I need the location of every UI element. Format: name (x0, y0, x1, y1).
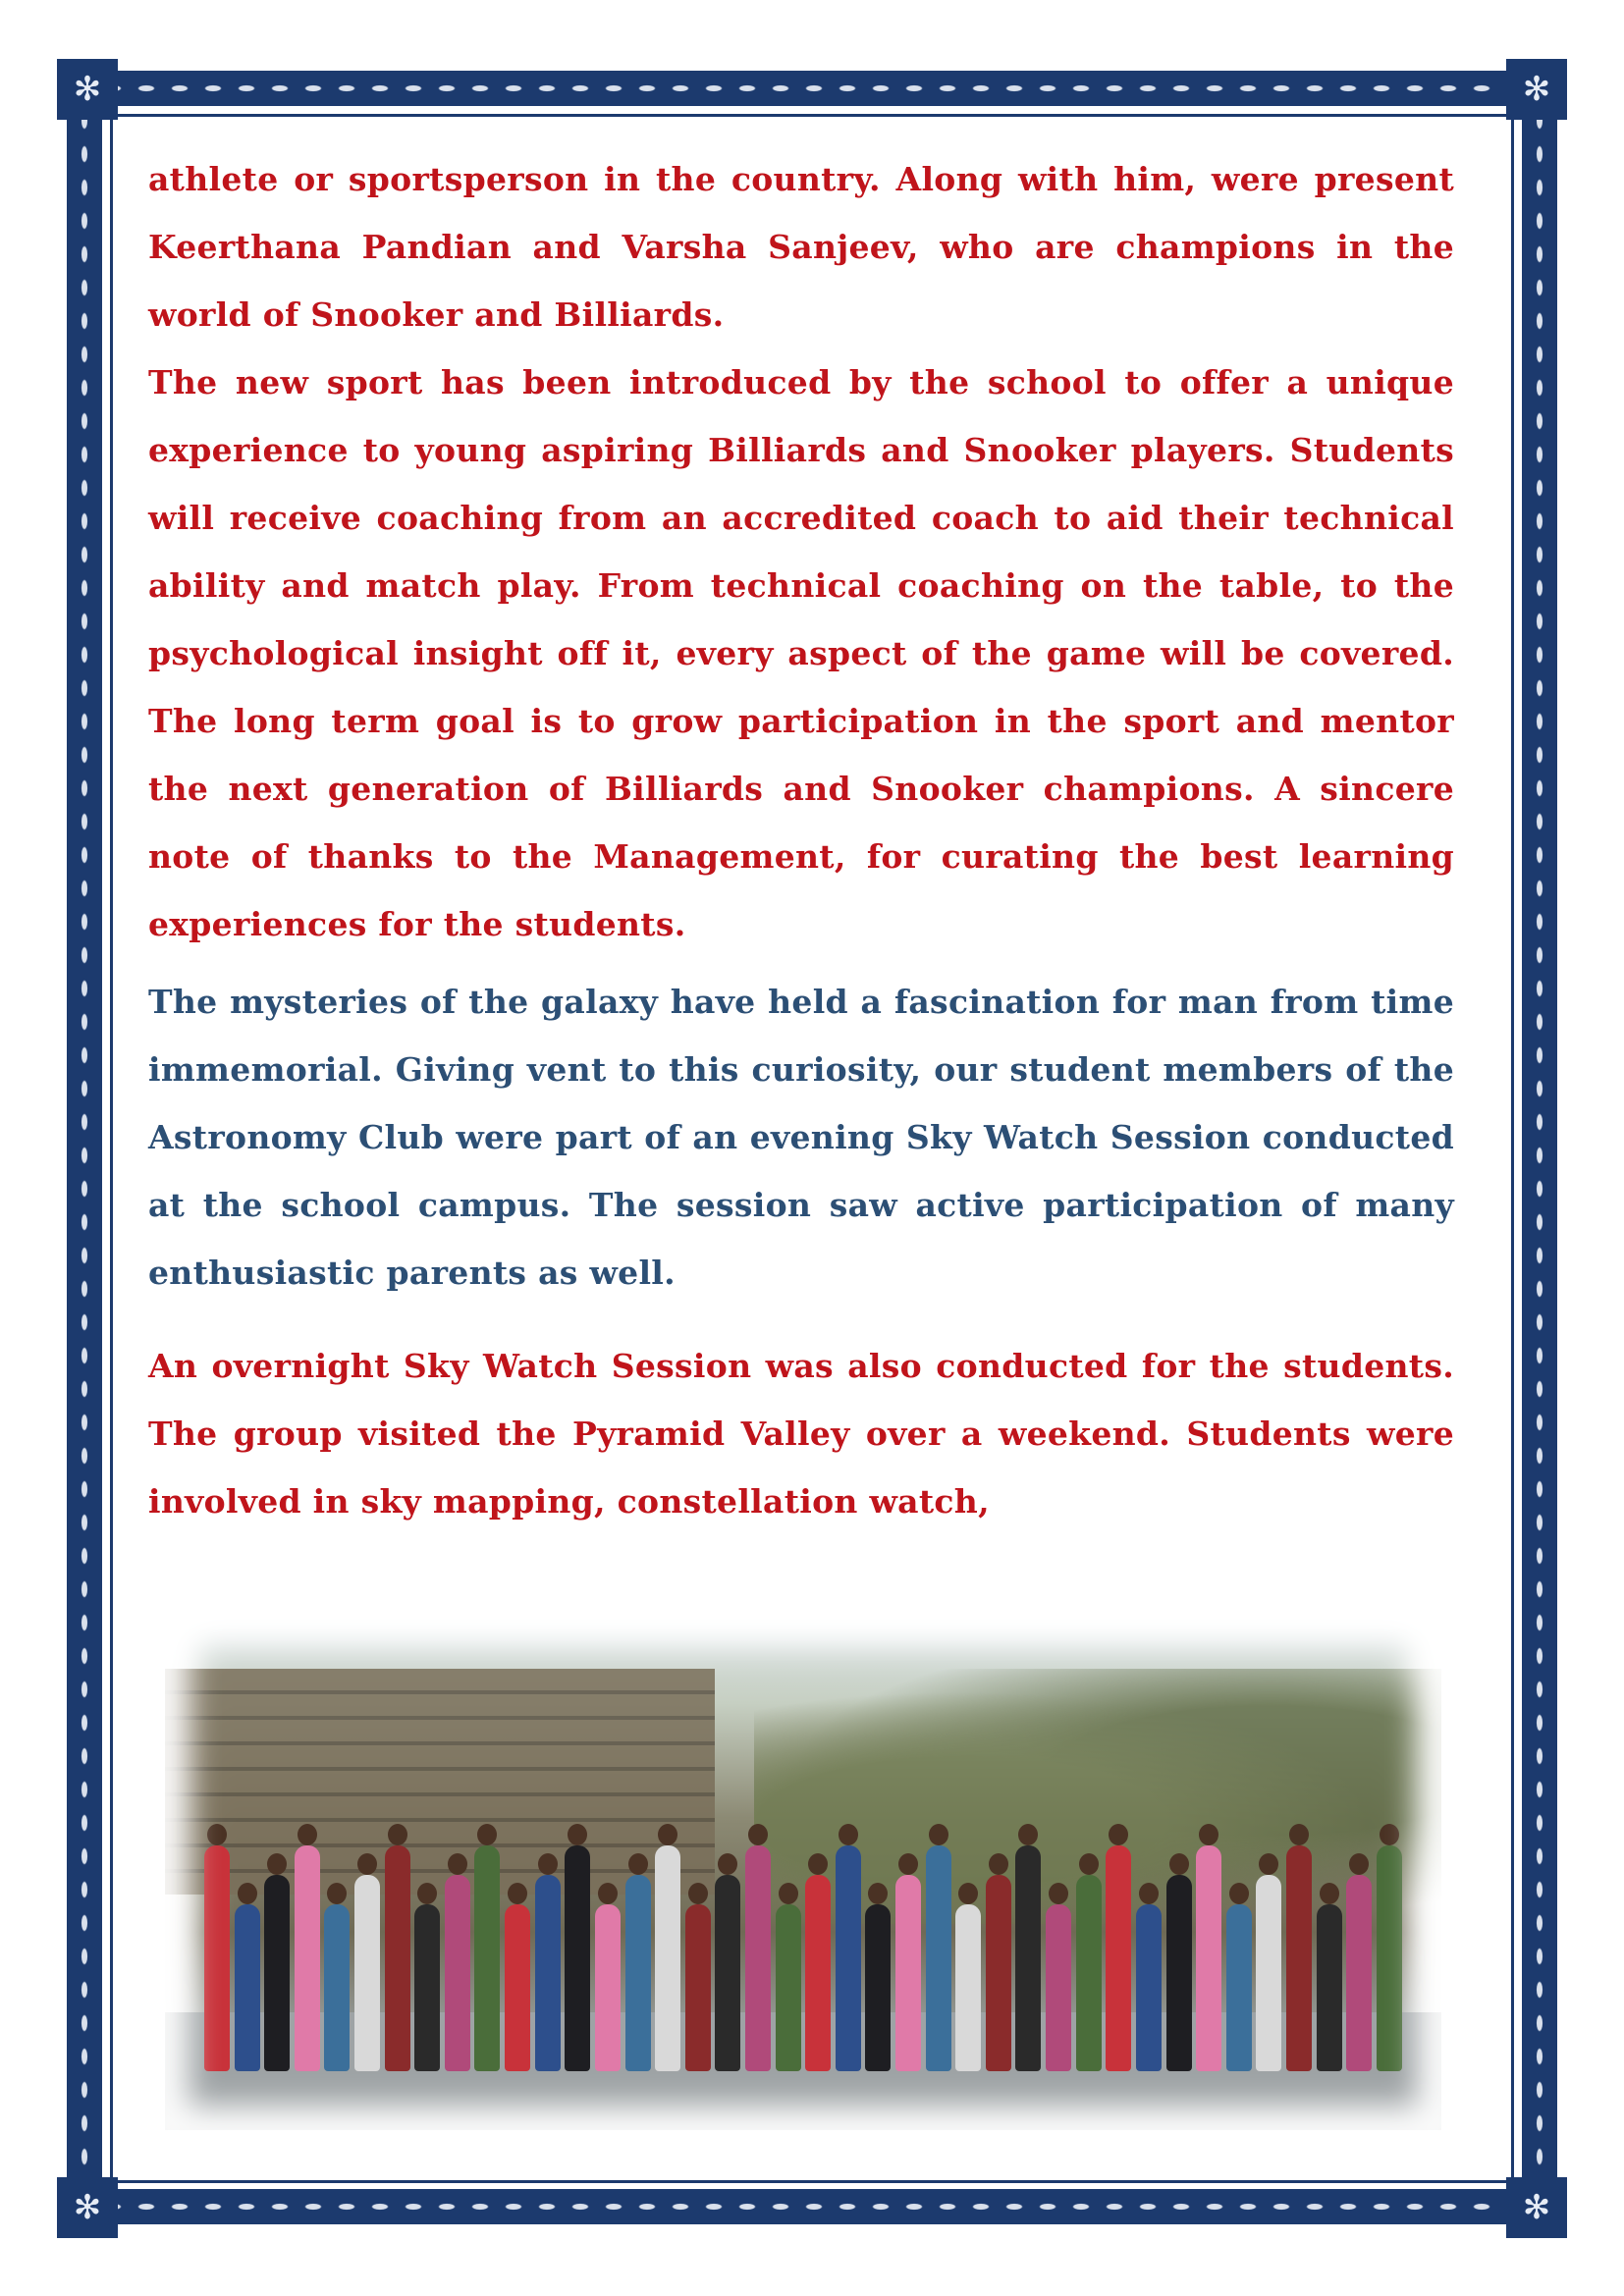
paragraph-sports-intro: athlete or sportsperson in the country. Along with him, were present Keerthana Pandian and Varsha Sanjeev, who are champions in the world of Snooker and Billiards. (148, 160, 1454, 334)
border-right (1522, 71, 1557, 2224)
fleur-icon: ✻ (1506, 2177, 1567, 2238)
paragraph-overnight: An overnight Sky Watch Session was also conducted for the students. The group visited the Pyramid Valley over a weekend. Students were involved in sky mapping, constellation watch, (148, 1347, 1454, 1521)
page-content (148, 145, 1454, 1535)
border-left (67, 71, 102, 2224)
paragraph-sports-body: The new sport has been introduced by the school to offer a unique experience to young aspiring Billiards and Snooker players. Students will receive coaching from an accredited coach to aid their technical ability and match play. From technical coaching on the table, to the psychological insight off it, every aspect of the game will be covered. The long term goal is to grow participation in the sport and mentor the next generation of Billiards and Snooker champions. A sincere note of thanks to the Management, for curating the best learning experiences for the students. (148, 363, 1454, 943)
group-photo (165, 1610, 1441, 2130)
fleur-icon: ✻ (57, 59, 118, 120)
paragraph-astronomy: The mysteries of the galaxy have held a fascination for man from time immemorial. Giving vent to this curiosity, our student members of the Astronomy Club were part of an evening Sky Watch Session conducted at the school campus. The session saw active participation of many enthusiastic parents as well. (148, 983, 1454, 1292)
border-top (63, 71, 1561, 106)
fleur-icon: ✻ (57, 2177, 118, 2238)
border-bottom (63, 2189, 1561, 2224)
fleur-icon: ✻ (1506, 59, 1567, 120)
